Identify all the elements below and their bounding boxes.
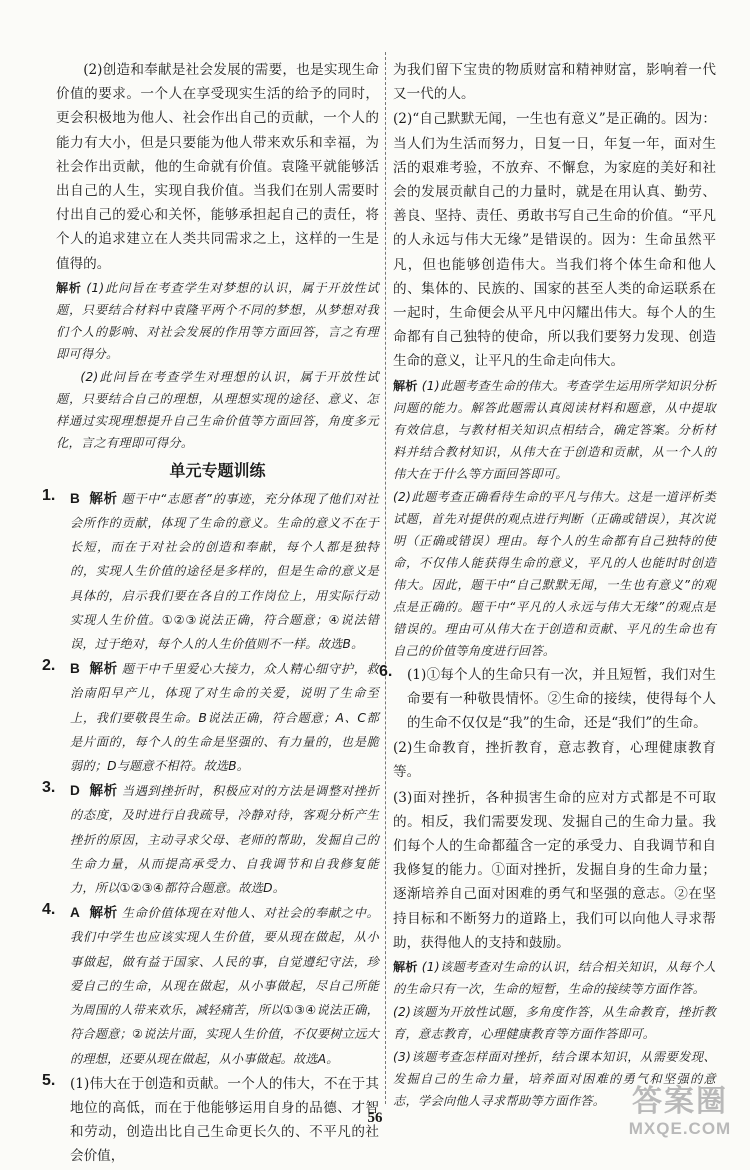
page-number: 56: [367, 1110, 383, 1126]
question-number: 1.: [42, 486, 56, 504]
analysis-text: (1)此题考查生命的伟大。考查学生运用所学知识分析问题的能力。解答此题需认真阅读材料和题意，从中提取有效信息，与教材相关知识点相结合，确定答案。分析材料并结合教材知识，从伟大在于创造和贡献，从一个人的伟大在于什么等方面回答即可。: [393, 378, 716, 481]
analysis-block: (2)该题为开放性试题，多角度作答，从生命教育，挫折教育，意志教育，心理健康教育等方面作答即可。: [393, 1005, 716, 1042]
analysis-block: [56, 277, 379, 365]
question-number: 2.: [42, 657, 56, 675]
analysis-text: 题干中千里爱心大接力，众人精心细守护，救治南阳早产儿，体现了对生命的关爱，说明了生命至上，我们要敬畏生命。B说法正确，符合题意；A、C都是片面的，每个人的生命是坚强的、有力量的，也是脆弱的；D与题意不相符。故选B。: [70, 662, 380, 774]
analysis-block: [393, 956, 716, 1000]
question-item: [42, 486, 380, 656]
right-column: [379, 58, 716, 1113]
answer-paragraph: (2)创造和奉献是社会发展的需要，也是实现生命价值的要求。一个人在享受现实生活的给予的同时，更会积极地为他人、社会作出自己的贡献，一个人的能力有大小，但是只要能为他人带来欢乐和幸福，为社会作出贡献，他的生命就有价值。袁隆平就能够活出自己的人生，实现自我价值。当我们在别人需要时付出自己的爱心和关怀，能够承担起自己的责任，将个人的追求建立在人类共同需求之上，这样的一生是值得的。: [56, 62, 379, 272]
answer-text: (1)伟大在于创造和贡献。一个人的伟大，不在于其地位的高低，而在于他能够运用自身的品德、才智和劳动，创造出比自己生命更长久的、不平凡的社会价值，: [70, 1075, 379, 1165]
question-item: [42, 657, 380, 778]
analysis-label: 解析: [89, 490, 118, 507]
answer-choice: D: [70, 783, 80, 799]
section-title: 单元专题训练: [169, 460, 266, 480]
question-number: 6.: [379, 662, 393, 680]
analysis-label: 解析: [89, 783, 118, 800]
answer-paragraph: (3)面对挫折，各种损害生命的应对方式都是不可取的。相反，我们需要发现、发掘自己的生命力量。我们每个人的生命都蕴含一定的承受力、自我调节和自我修复的能力。①面对挫折，发掘自身的生命力量；逐渐培养自己面对困难的勇气和坚强的意志。②在坚持目标和不断努力的道路上，我们可以向他人寻求帮助，获得他人的支持和鼓励。: [393, 789, 716, 951]
analysis-label: 解析: [393, 960, 418, 975]
left-column: [42, 58, 380, 1170]
column-divider: [385, 52, 386, 1104]
analysis-label: 解析: [56, 280, 82, 295]
question-number: 5.: [42, 1071, 56, 1089]
analysis-block: (2)此题考查正确看待生命的平凡与伟大。这是一道评析类试题，首先对提供的观点进行判断（正确或错误），其次说明（正确或错误）理由。每个人的生命都有自己独特的使命，不仅伟人能获得生命的意义，平凡的人也能时时创造伟大。因此，题干中“自己默默无闻，一生也有意义”的观点是正确的。题干中“平凡的人永远与伟大无缘”的观点是错误的。理由可从伟大在于创造和贡献、平凡的生命也有自己的价值等角度进行回答。: [393, 489, 716, 658]
answer-choice: B: [70, 661, 80, 677]
answer-choice: A: [70, 905, 80, 921]
watermark-text: 答案圈: [632, 1085, 728, 1118]
question-number: 3.: [42, 779, 56, 797]
answer-text: (1)①每个人的生命只有一次，并且短暂，我们对生命要有一种敬畏情怀。②生命的接续，使得每个人的生命不仅仅是“我”的生命，还是“我们”的生命。: [407, 666, 716, 732]
analysis-label: 解析: [89, 661, 118, 678]
analysis-text: 题干中“志愿者”的事迹，充分体现了他们对社会所作的贡献，体现了生命的意义。生命的意义不在于长短，而在于对社会的创造和奉献，每个人都是独特的，实现人生价值的途径是多样的，但是生命的意义是具体的，启示我们要在各自的工作岗位上，用实际行动实现人生价值。①②③说法正确，符合题意；④说法错误，过于绝对，每个人的人生价值则不一样。故选B。: [70, 491, 380, 652]
question-item: [379, 662, 716, 736]
answer-paragraph: 为我们留下宝贵的物质财富和精神财富，影响着一代又一代的人。: [393, 62, 716, 103]
watermark-logo: [624, 1085, 736, 1143]
analysis-text: (1)此问旨在考查学生对梦想的认识，属于开放性试题，只要结合材料中袁隆平两个不同的梦想，从梦想对我们个人的影响、对社会发展的作用等方面回答，言之有理即可得分。: [56, 280, 379, 361]
analysis-text: (1)该题考查对生命的认识，结合相关知识，从每个人的生命只有一次，生命的短暂，生命的接续等方面作答。: [393, 960, 716, 997]
analysis-label: 解析: [393, 378, 418, 393]
question-item: [42, 779, 380, 900]
question-number: 4.: [42, 901, 56, 919]
answer-paragraph: (2)生命教育，挫折教育，意志教育，心理健康教育等。: [393, 740, 716, 781]
answer-choice: B: [70, 490, 80, 506]
watermark-url: MXQE.COM: [628, 1119, 732, 1138]
analysis-block: [393, 375, 716, 485]
analysis-text: 当遇到挫折时，积极应对的方法是调整对挫折的态度，及时进行自我疏导，冷静对待，客观分析产生挫折的原因，主动寻求父母、老师的帮助，发掘自己的生命力量，从而提高承受力、自我调节和自我修复能力，所以①②③④都符合题意。故选D。: [70, 784, 380, 896]
answer-paragraph: (2)“自己默默无闻，一生也有意义”是正确的。因为：当人们为生活而努力，日复一日，年复一年，面对生活的艰难考验，不放弃、不懈怠，为家庭的美好和社会的发展贡献自己的力量时，就是在用认真、勤劳、善良、坚持、责任、勇敢书写自己生命的价值。“平凡的人永远与伟大无缘”是错误的。因为：生命虽然平凡，但也能够创造伟大。当我们将个体生命和他人的、集体的、民族的、国家的甚至人类的命运联系在一起时，生命便会从平凡中闪耀出伟大。每个人的生命都有自己独特的使命，所以我们要努力发现、创造生命的意义，让平凡的生命走向伟大。: [393, 111, 716, 370]
analysis-text: 生命价值体现在对他人、对社会的奉献之中。我们中学生也应该实现人生价值，要从现在做起，从小事做起，做有益于国家、人民的事，自觉遵纪守法，珍爱自己的生命，从现在做起，从小事做起，尽自己所能为周围的人带来欢乐，减轻痛苦，所以①③④说法正确，符合题意；②说法片面，实现人生价值，不仅要树立远大的理想，还要从现在做起，从小事做起。故选A。: [70, 906, 380, 1066]
question-item: [42, 901, 380, 1070]
analysis-block: (3)该题考查怎样面对挫折，结合课本知识，从需要发现、发掘自己的生命力量，培养面对困难的勇气和坚强的意志，学会向他人寻求帮助等方面作答。: [393, 1050, 716, 1109]
analysis-label: 解析: [89, 905, 118, 922]
analysis-block: (2)此问旨在考查学生对理想的认识，属于开放性试题，只要结合自己的理想，从理想实现的途径、意义、怎样通过实现理想提升自己生命价值等方面回答，角度多元化，言之有理即可得分。: [56, 369, 379, 450]
